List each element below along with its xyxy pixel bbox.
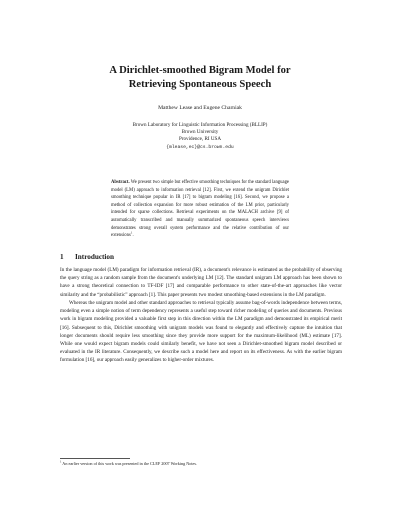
title-line-1: A Dirichlet-smoothed Bigram Model for: [109, 65, 291, 76]
affiliation: [60, 122, 340, 151]
footnote: [60, 461, 342, 467]
footnote-mark: 1: [60, 459, 62, 464]
footnote-text: An earlier version of this work was presented in the CLEF 2007 Working Notes.: [62, 461, 198, 466]
abstract-end: .: [132, 233, 134, 239]
section-number: 1: [60, 253, 64, 261]
abstract-footnote-mark: 1: [130, 230, 133, 235]
paragraph-1: In the language model (LM) paradigm for information retrieval (IR), a document's relevance is estimated as the probability of observing the query string as a random sample from the document's underlying LM [12]. The standard unigram LM approach has been shown to have a strong theoretical connection to TF-IDF [17] and comparable performance to other state-of-the-art approaches like vector similarity and the “probabilistic” approach [1]. This paper presents two modest smoothing-based extensions in the LM paradigm.: [60, 267, 342, 298]
body-text: [60, 266, 342, 365]
authors: Matthew Lease and Eugene Charniak: [158, 105, 242, 111]
section-title: Introduction: [75, 253, 115, 261]
abstract: [111, 179, 289, 240]
footnote-rule: [60, 458, 130, 459]
affiliation-university: Brown University: [181, 129, 219, 136]
abstract-text: We present two simple but effective smoothing techniques for the standard language model (LM) approach to information retrieval [12]. First, we extend the unigram Dirichlet smoothing technique popular in IR [17] to bigram modeling [16]. Second, we propose a method of collection expansion for more robust estimation of the LM prior, particularly intended for sparse collections. Retrieval experiments on the MALACH archive [9] of automatically transcribed and manually summarized spontaneous speech interviews demonstrates strong overall system performance and the relative contribution of our extensions: [111, 180, 289, 239]
title-line-2: Retrieving Spontaneous Speech: [128, 79, 272, 90]
paper-title: [60, 64, 340, 92]
abstract-label: Abstract.: [111, 180, 130, 185]
affiliation-lab: Brown Laboratory for Linguistic Information Processing (BLLIP): [132, 122, 268, 128]
paragraph-2: Whereas the unigram model and other standard approaches to retrieval typically assume bag-of-words independence between terms, modeling even a simple notion of term dependency represents a useful step toward richer modeling of queries and documents. Previous work in bigram modeling provided a valuable first step in this direction within the LM paradigm and demonstrated its empirical merit [16]. Subsequent to this, Dirichlet smoothing with unigram models was found to elegantly and effectively capture the intuition that longer documents should require less smoothing since they provide more support for the maximum-likelihood (ML) estimate [17]. While one would expect bigram models could similarly benefit, we have not seen a Dirichlet-smoothed bigram model described or evaluated in the IR literature. Consequently, we describe such a model here and report on its effectiveness. As with the earlier bigram formulation [16], our approach easily generalizes to higher-order mixtures.: [60, 299, 342, 364]
section-heading: [60, 253, 114, 261]
affiliation-city: Providence, RI USA: [178, 136, 222, 143]
affiliation-email: {mlease,ec}@cs.brown.edu: [166, 144, 234, 150]
